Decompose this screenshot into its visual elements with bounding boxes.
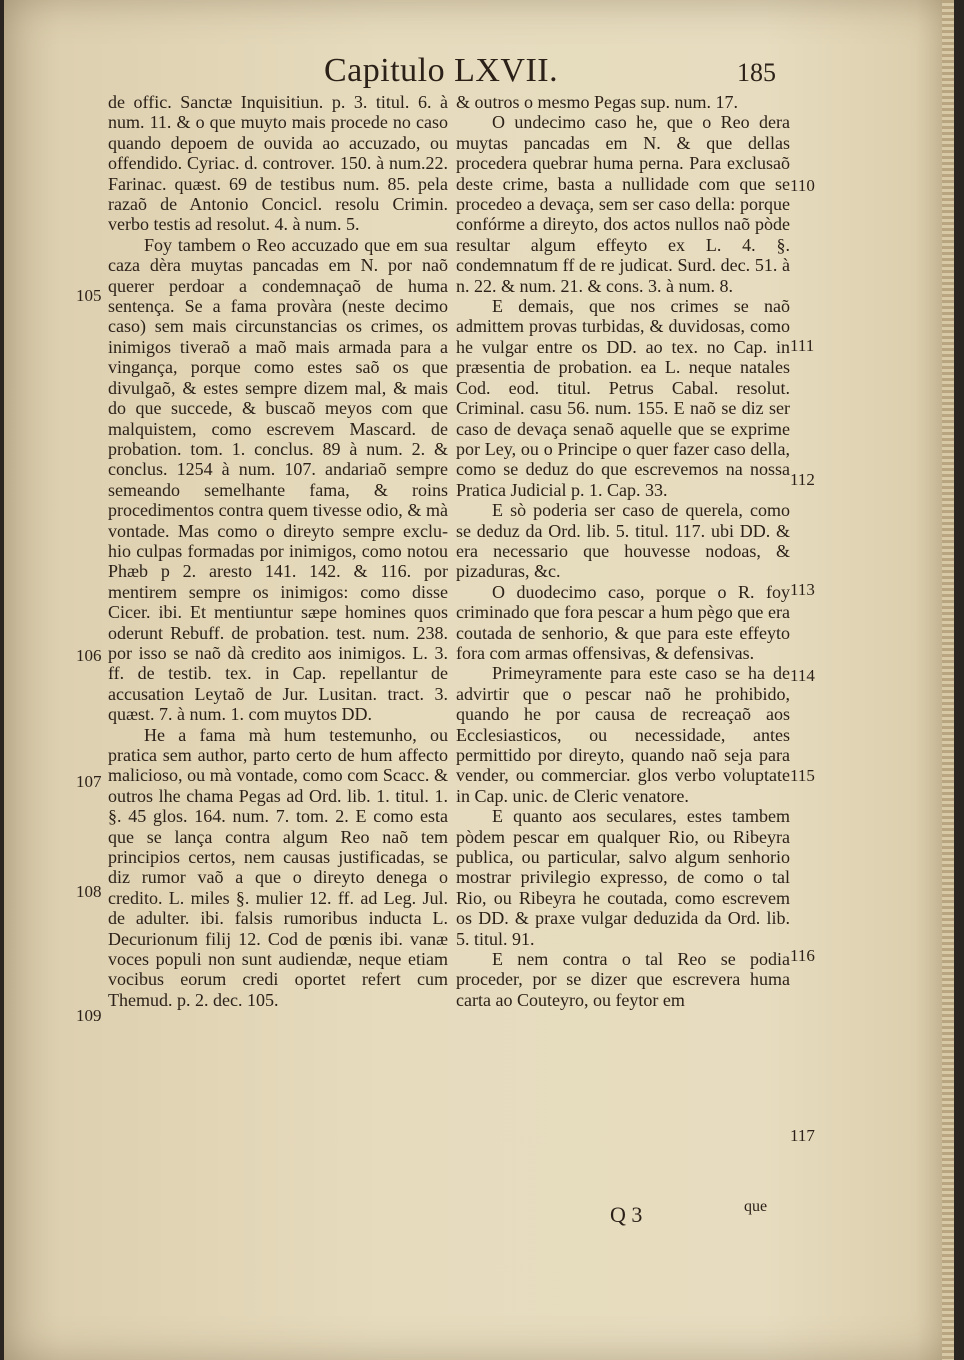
page-edge: [942, 0, 954, 1360]
margin-number: 111: [790, 336, 815, 355]
right-column: [456, 92, 790, 1010]
margin-number: 114: [790, 666, 815, 685]
margin-number: 108: [76, 882, 102, 901]
paragraph: He a fama mà hum testemunho, ou pratica sem author, parto certo de hum affecto malicioso, ou mà vontade, como com Scacc. & outros lhe chama Pegas ad Ord. lib. 1. titul. 1. §. 45 glos. 164. num. 7. tom. 2. E como esta que se lança contra algum Reo naõ tem principios certos, nem causas justificadas, se diz rumor vaõ a que o direyto denega o credito. L. miles §. mulier 12. ff. ad Leg. Jul. de adulter. ibi. falsis rumoribus inducta L. Decurionum filij 12. Cod de pœnis ibi. vanæ voces populi non sunt audiendæ, neque etiam vocibus eorum credi oportet refert cum Themud. p. 2. dec. 105.: [108, 724, 448, 1010]
left-column: [108, 92, 448, 1010]
margin-number: 107: [76, 772, 102, 791]
margin-number: 116: [790, 946, 815, 965]
catchword: que: [744, 1198, 768, 1215]
book-page: [4, 0, 954, 1360]
margin-number: 113: [790, 580, 815, 599]
margin-number: 109: [76, 1006, 102, 1025]
paragraph: E quanto aos seculares, estes tambem pòdem pescar em qualquer Rio, ou Ribeyra publica, ou particular, salvo algum senhorio mostrar privilegio expresso, de como o tal Rio, ou Ribeyra he coutada, como escrevem os DD. & praxe vulgar deduzida da Ord. lib. 5. titul. 91.: [456, 806, 790, 949]
paragraph: Foy tambem o Reo accuzado que em sua caza dèra muytas pancadas em N. por naõ querer perdoar a condemnaçaõ de huma sentença. Se a fama provàra (neste decimo caso) sem mais circunstancias os crimes, os inimigos tiveraõ a maõ mais armada para a vingança, porque como estes saõ os que divulgaõ, & estes sempre dizem mal, & mais do que succede, & buscaõ meyos com que malquistem, como escrevem Mascard. de probation. tom. 1. conclus. 89 à num. 2. & conclus. 1254 à num. 107. andariaõ sempre semeando semelhante fama, & roins procedimentos contra quem tivesse odio, & mà vontade. Mas como o direyto sempre exclu- hio culpas formadas por inimigos, como notou Phæb p 2. aresto 141. 142. & 116. por mentirem sempre os inimigos: como disse Cicer. ibi. Et mentiuntur sæpe homines quos oderunt Rebuff. de probation. test. num. 238. por isso se naõ dà credito aos inimigos. L. 3. ff. de testib. tex. in Cap. repellantur de accusation Leytaõ de Jur. Lusitan. tract. 3. quæst. 7. à num. 1. com muytos DD.: [108, 234, 448, 725]
paragraph: E sò poderia ser caso de querela, como se deduz da Ord. lib. 5. titul. 117. ubi DD. & era necessario que houvesse nodoas, & pizaduras, &c.: [456, 500, 790, 582]
paragraph: O duodecimo caso, porque o R. foy criminado que fora pescar a hum pègo que era coutada de senhorio, & que para este effeyto fora com armas offensivas, & defensivas.: [456, 581, 790, 663]
chapter-title: Capitulo LXVII.: [324, 52, 559, 89]
margin-number: 105: [76, 286, 102, 305]
signature-mark: Q 3: [610, 1202, 643, 1227]
paragraph: de offic. Sanctæ Inquisitiun. p. 3. titul. 6. à num. 11. & o que muyto mais procede no caso quando depoem de ouvida ao accuzado, ou offendido. Cyriac. d. controver. 150. à num.22. Farinac. quæst. 69 de testibus num. 85. pela razaõ de Antonio Concicl. resolu Crimin. verbo testis ad resolut. 4. à num. 5.: [108, 92, 448, 235]
margin-number: 106: [76, 646, 102, 665]
paragraph: O undecimo caso he, que o Reo dera muytas pancadas em N. & que dellas procedera quebrar huma perna. Para exclusaõ deste crime, basta a nullidade com que se procedeo a devaça, sem ser caso della: porque confórme a direyto, dos actos nullos naõ pòde resultar algum effeyto ex L. 4. §. condemnatum ff de re judicat. Surd. dec. 51. à n. 22. & num. 21. & cons. 3. à num. 8.: [456, 112, 790, 296]
folio-number: 185: [737, 58, 776, 87]
margin-number: 110: [790, 176, 815, 195]
paragraph: E nem contra o tal Reo se podia proceder, por se dizer que escrevera huma carta ao Couteyro, ou feytor em: [456, 949, 790, 1010]
margin-number: 117: [790, 1126, 815, 1145]
margin-number: 115: [790, 766, 815, 785]
running-head: [4, 52, 954, 92]
paragraph: & outros o mesmo Pegas sup. num. 17.: [456, 92, 738, 112]
paragraph: E demais, que nos crimes se naõ admittem provas turbidas, & duvidosas, como he vulgar entre os DD. ao tex. no Cap. in præsentia de probation. ea L. neque natales Cod. eod. titul. Petrus Cabal. resolut. Criminal. casu 56. num. 155. E naõ se diz ser caso de devaça senaõ aquelle que se exprime por Ley, ou o Principe o quer fazer caso della, como se deduz do que escrevemos na nossa Pratica Judicial p. 1. Cap. 33.: [456, 296, 790, 500]
paragraph: Primeyramente para este caso se ha de advirtir que o pescar naõ he prohibido, quando he por causa de recreaçaõ aos Ecclesiasticos, ou necessidade, antes permittido por direyto, quando naõ seja para vender, ou commerciar. glos verbo voluptate in Cap. unic. de Cleric venatore.: [456, 663, 790, 806]
margin-number: 112: [790, 470, 815, 489]
